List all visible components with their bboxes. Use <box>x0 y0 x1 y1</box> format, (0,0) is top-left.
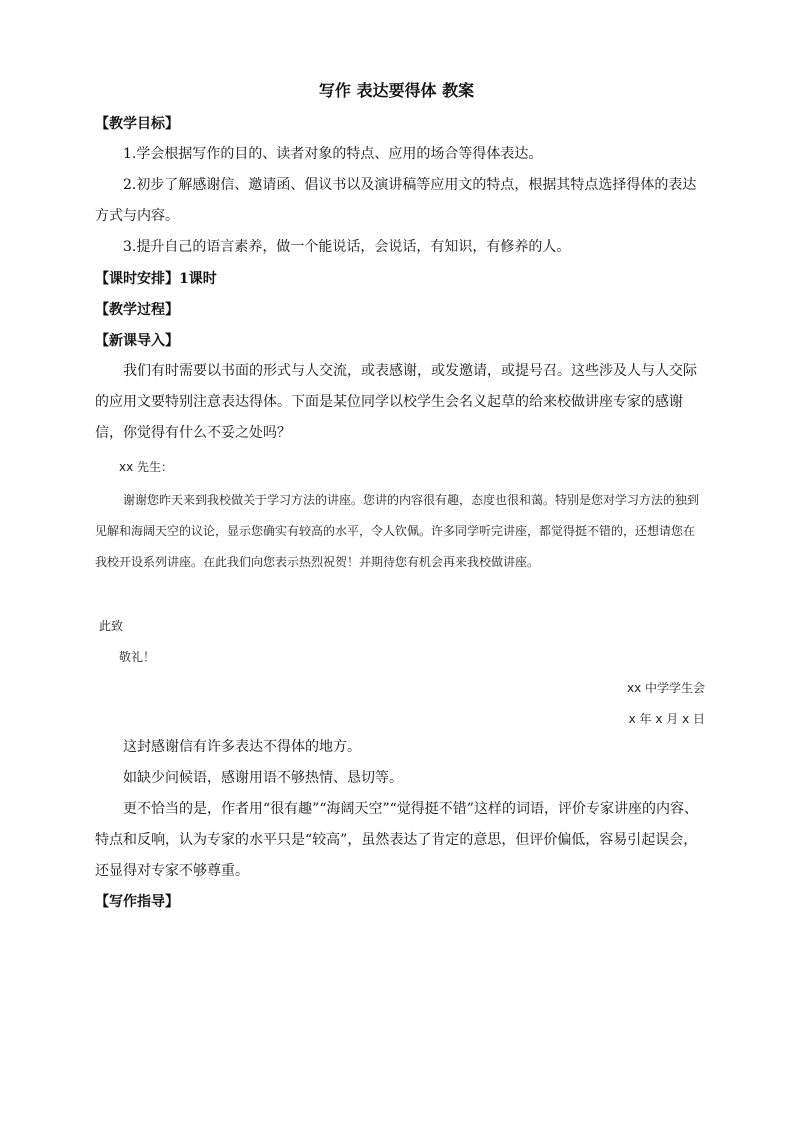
schedule-heading: 【课时安排】1课时 <box>95 271 217 287</box>
page-title: 写作 表达要得体 教案 <box>318 81 475 100</box>
letter-closing-1: 此致 <box>99 619 124 633</box>
letter-date: x 年 x 月 x 日 <box>628 712 705 726</box>
goal-item-1: 1.学会根据写作的目的、读者对象的特点、应用的场合等得体表达。 <box>123 146 543 162</box>
letter-body: 谢谢您昨天来到我校做关于学习方法的讲座。您讲的内容很有趣，态度也很和蔼。特别是您对学习方法的独到见解和海阔天空的议论，显示您确实有较高的水平，令人钦佩。许多同学听完讲座，都觉得挺不错的，还想请您在我校开设系列讲座。在此我们向您表示热烈祝贺！并期待您有机会再来我校做讲座。 <box>95 493 700 569</box>
goals-heading: 【教学目标】 <box>95 116 179 132</box>
letter-signature: xx 中学学生会 <box>626 681 705 695</box>
goal-item-3: 3.提升自己的语言素养，做一个能说话，会说话，有知识，有修养的人。 <box>123 239 571 255</box>
analysis-paragraph-1: 这封感谢信有许多表达不得体的地方。 <box>123 739 361 755</box>
intro-heading: 【新课导入】 <box>95 333 179 349</box>
goal-item-2: 2.初步了解感谢信、邀请函、倡议书以及演讲稿等应用文的特点，根据其特点选择得体的表达方式与内容。 <box>95 177 697 224</box>
analysis-paragraph-2: 如缺少问候语，感谢用语不够热情、恳切等。 <box>123 770 403 786</box>
intro-paragraph: 我们有时需要以书面的形式与人交流，或表感谢，或发邀请，或提号召。这些涉及人与人交际的应用文要特别注意表达得体。下面是某位同学以校学生会名义起草的给来校做讲座专家的感谢信，你觉得有什么不妥之处吗？ <box>95 363 697 441</box>
writing-guide-heading: 【写作指导】 <box>95 894 179 910</box>
process-heading: 【教学过程】 <box>95 302 179 318</box>
letter-closing-2: 敬礼！ <box>119 650 156 664</box>
letter-salutation: xx 先生： <box>119 460 174 474</box>
analysis-paragraph-3: 更不恰当的是，作者用“很有趣”“海阔天空”“觉得挺不错”这样的词语，评价专家讲座的内容、特点和反响，认为专家的水平只是“较高”，虽然表达了肯定的意思，但评价偏低，容易引起误会，还显得对专家不够尊重。 <box>95 801 698 879</box>
